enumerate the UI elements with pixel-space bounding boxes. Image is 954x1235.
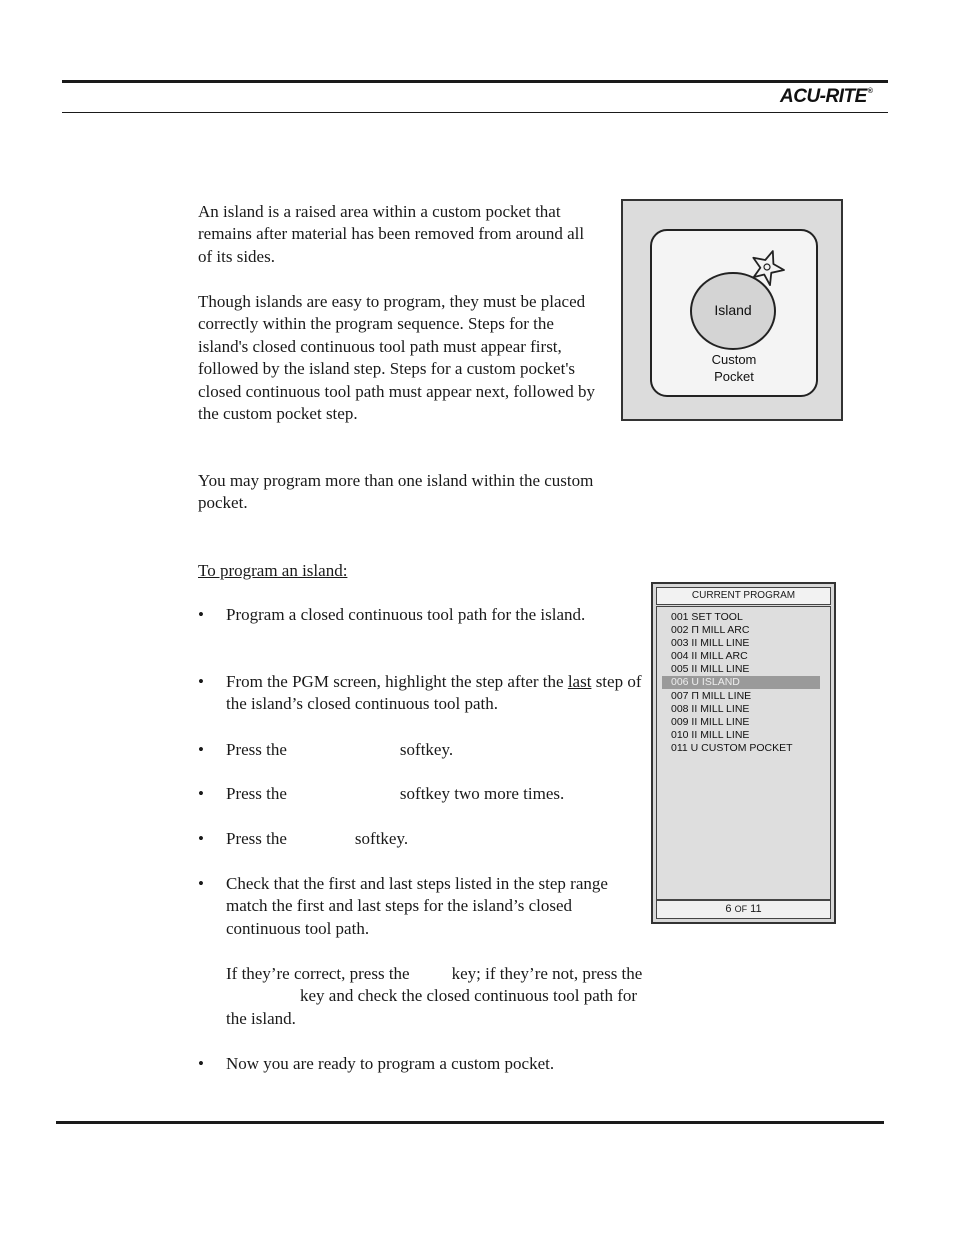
acu-rite-logo: ACU-RITE® xyxy=(780,86,873,107)
program-row[interactable]: 008 II MILL LINE xyxy=(671,703,750,715)
program-row[interactable]: 002 Π MILL ARC xyxy=(671,624,750,636)
header-rule-thick xyxy=(62,80,888,83)
header-rule-thin xyxy=(62,112,888,113)
program-row[interactable]: 001 SET TOOL xyxy=(671,611,743,623)
program-row-selected[interactable]: 006 U ISLAND xyxy=(662,676,820,689)
intro-paragraph-2: Though islands are easy to program, they must be placed correctly within the program sequence. Steps for the island's closed continuous tool path must appear first, followed by the island step. Steps for a custom pocket's closed continuous tool path must appear next, followed by the custom pocket step. xyxy=(198,292,596,424)
program-step-counter: 6 OF 11 xyxy=(656,900,831,919)
program-row[interactable]: 009 II MILL LINE xyxy=(671,716,750,728)
program-title: CURRENT PROGRAM xyxy=(656,587,831,605)
island-illustration xyxy=(621,199,843,421)
custom-pocket-label-line2: Pocket xyxy=(714,369,754,384)
program-step-list xyxy=(656,606,831,900)
intro-paragraph-1: An island is a raised area within a custom pocket that remains after material has been removed from around all of its sides. xyxy=(198,202,585,266)
program-row[interactable]: 010 II MILL LINE xyxy=(671,729,750,741)
program-row[interactable]: 005 II MILL LINE xyxy=(671,663,750,675)
program-row[interactable]: 003 II MILL LINE xyxy=(671,637,750,649)
island-label: Island xyxy=(714,302,752,318)
current-program-screen xyxy=(651,582,836,924)
footer-rule xyxy=(56,1121,884,1124)
intro-paragraph-3: You may program more than one island within the custom pocket. xyxy=(198,471,594,513)
program-row[interactable]: 007 Π MILL LINE xyxy=(671,690,752,702)
program-row[interactable]: 011 U CUSTOM POCKET xyxy=(671,742,793,754)
program-row[interactable]: 004 II MILL ARC xyxy=(671,650,748,662)
procedure-heading: To program an island: xyxy=(198,561,348,580)
custom-pocket-label-line1: Custom xyxy=(711,352,757,367)
